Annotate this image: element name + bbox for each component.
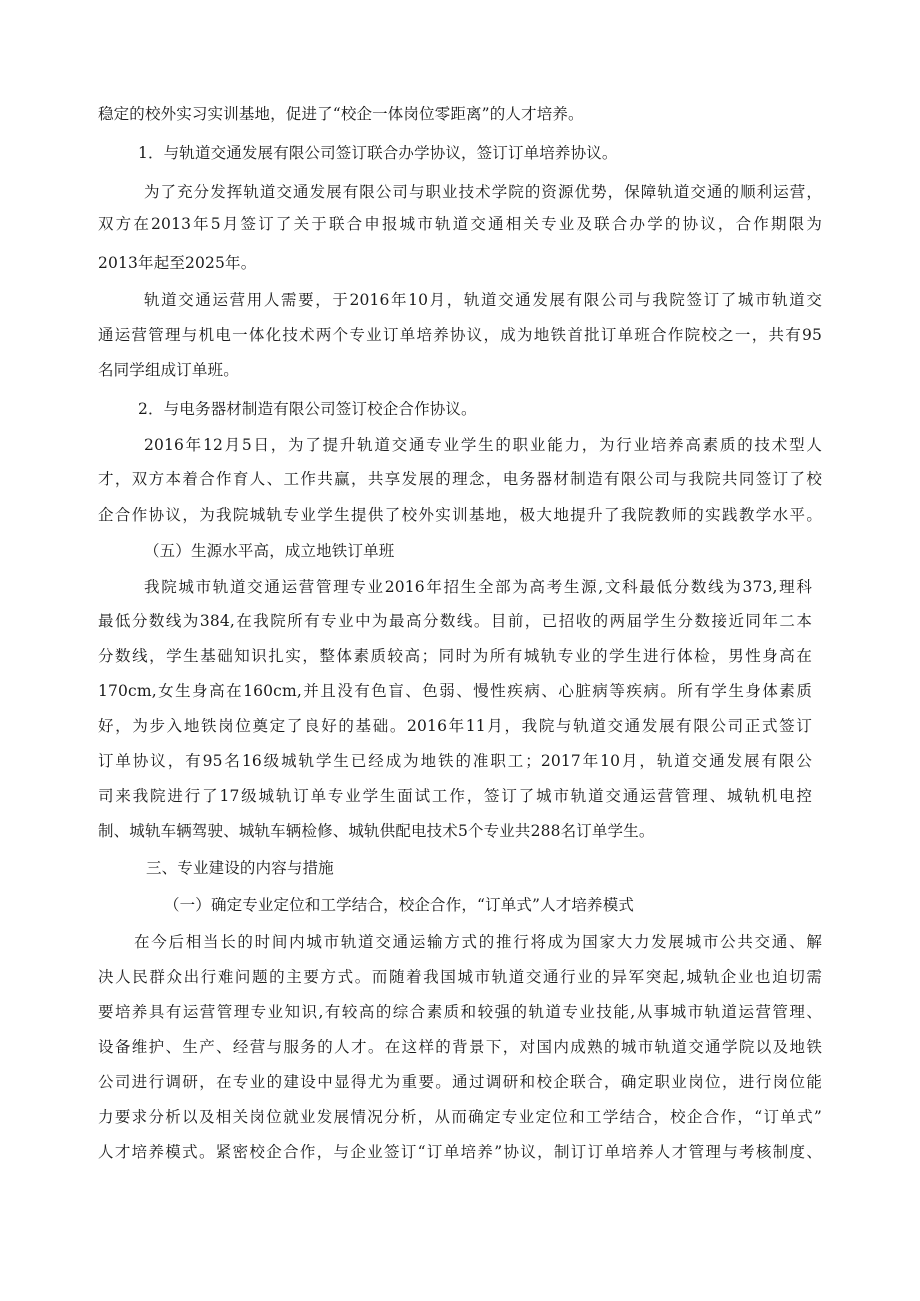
text-line: 为了充分发挥轨道交通发展有限公司与职业技术学院的资源优势，保障轨道交通的顺利运营，: [144, 183, 822, 201]
text-line: 名同学组成订单班。: [98, 361, 239, 379]
text-line: 设备维护、生产、经营与服务的人才。在这样的背景下，对国内成熟的城市轨道交通学院以及地铁: [98, 1038, 822, 1056]
text-line: 才，双方本着合作育人、工作共赢，共享发展的理念，电务器材制造有限公司与我院共同签订了校: [98, 470, 822, 488]
chapter-heading: 三、专业建设的内容与措施: [146, 859, 334, 877]
text-line: 170cm,女生身高在160cm,并且没有色盲、色弱、慢性疾病、心脏病等疾病。所有学生身体素质: [98, 682, 812, 700]
text-line: 司来我院进行了17级城轨订单专业学生面试工作，签订了城市轨道交通运营管理、城轨机电控: [98, 787, 812, 805]
text-line: 人才培养模式。紧密校企合作，与企业签订“订单培养”协议，制订订单培养人才管理与考核制度、: [98, 1143, 822, 1161]
text-line: 稳定的校外实习实训基地，促进了“校企一体岗位零距离”的人才培养。: [98, 105, 584, 123]
text-line: 2016年12月5日，为了提升轨道交通专业学生的职业能力，为行业培养高素质的技术型人: [144, 436, 822, 454]
text-line: 2013年起至2025年。: [98, 254, 257, 272]
text-line: 制、城轨车辆驾驶、城轨车辆检修、城轨供配电技术5个专业共288名订单学生。: [98, 822, 655, 840]
text-line: 公司进行调研，在专业的建设中显得尤为重要。通过调研和校企联合，确定职业岗位，进行岗位能: [98, 1073, 822, 1091]
section-heading: （一）确定专业定位和工学结合，校企合作，“订单式”人才培养模式: [164, 896, 635, 914]
text-line: 我院城市轨道交通运营管理专业2016年招生全部为高考生源,文科最低分数线为373,理科: [144, 578, 812, 596]
text-line: 决人民群众出行难问题的主要方式。而随着我国城市轨道交通行业的异军突起,城轨企业也迫切需: [98, 968, 822, 986]
list-item-heading: 2．与电务器材制造有限公司签订校企合作协议。: [138, 400, 477, 418]
text-line: 分数线，学生基础知识扎实，整体素质较高；同时为所有城轨专业的学生进行体检，男性身高在: [98, 647, 812, 665]
text-line: 在今后相当长的时间内城市轨道交通运输方式的推行将成为国家大力发展城市公共交通、解: [134, 933, 822, 951]
text-line: 轨道交通运营用人需要，于2016年10月，轨道交通发展有限公司与我院签订了城市轨道交: [144, 291, 822, 309]
text-line: 力要求分析以及相关岗位就业发展情况分析，从而确定专业定位和工学结合，校企合作，“订单式”: [98, 1108, 822, 1126]
text-line: 企合作协议，为我院城轨专业学生提供了校外实训基地，极大地提升了我院教师的实践教学水平。: [98, 506, 822, 524]
text-line: 最低分数线为384,在我院所有专业中为最高分数线。目前，已招收的两届学生分数接近同年二本: [98, 612, 812, 630]
list-item-heading: 1．与轨道交通发展有限公司签订联合办学协议，签订订单培养协议。: [138, 144, 618, 162]
text-line: 双方在2013年5月签订了关于联合申报城市轨道交通相关专业及联合办学的协议，合作期限为: [98, 215, 822, 233]
text-line: 好，为步入地铁岗位奠定了良好的基础。2016年11月，我院与轨道交通发展有限公司正式签订: [98, 717, 812, 735]
text-line: 要培养具有运营管理专业知识,有较高的综合素质和较强的轨道专业技能,从事城市轨道运营管理、: [98, 1003, 822, 1021]
text-line: 通运营管理与机电一体化技术两个专业订单培养协议，成为地铁首批订单班合作院校之一，共有95: [98, 326, 822, 344]
section-heading: （五）生源水平高，成立地铁订单班: [144, 542, 395, 560]
text-line: 订单协议，有95名16级城轨学生已经成为地铁的准职工；2017年10月，轨道交通发展有限公: [98, 752, 812, 770]
